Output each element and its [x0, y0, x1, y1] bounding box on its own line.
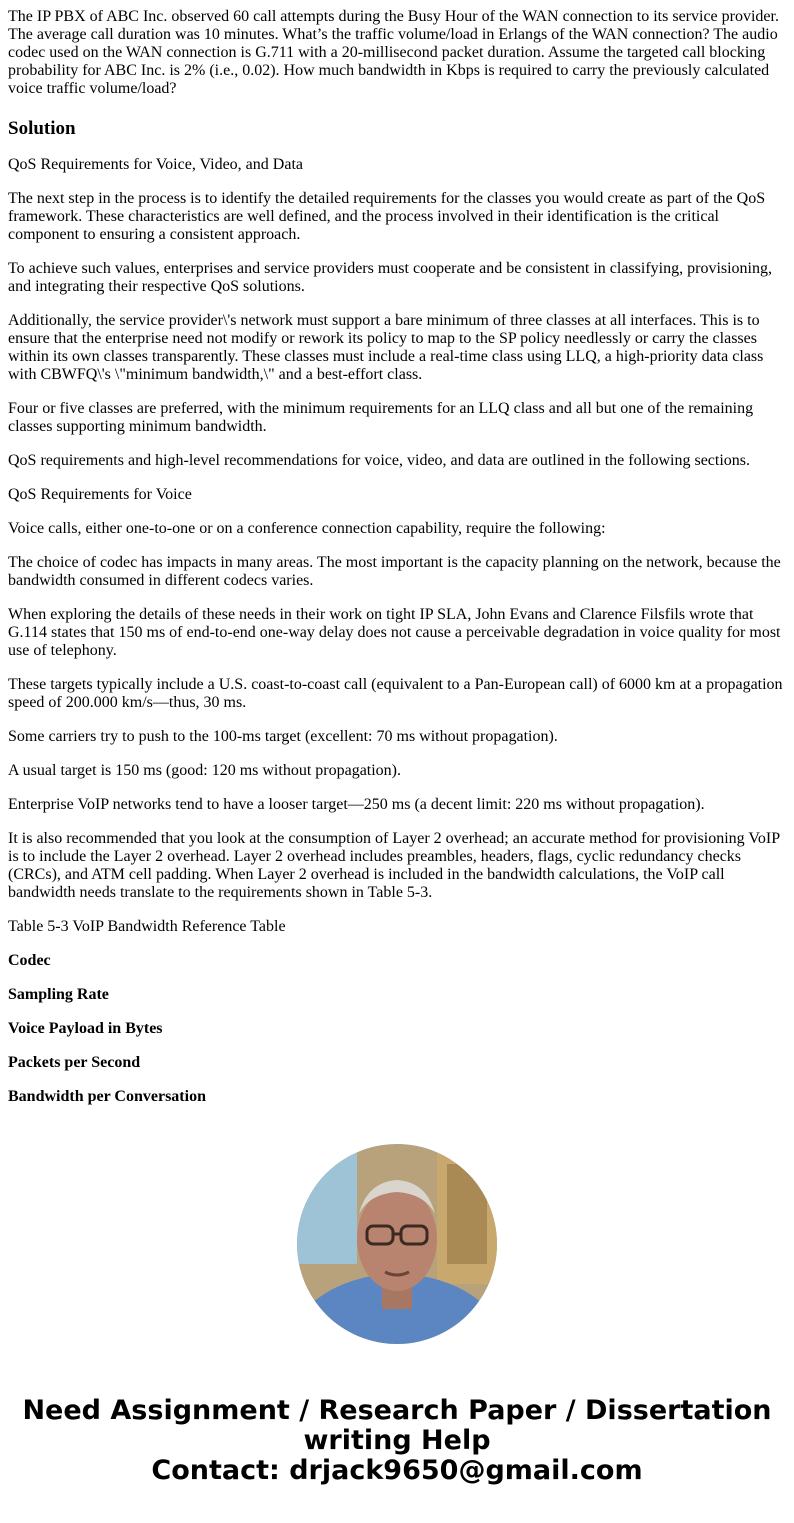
paragraph: It is also recommended that you look at the consumption of Layer 2 overhead; an accurate method for provisioning VoIP is to include the Layer 2 overhead. Layer 2 overhead includes preambles, headers, flags, cyclic redundancy checks (CRCs), and ATM cell padding. When Layer 2 overhead is included in the bandwidth calculations, the VoIP call bandwidth needs translate to the requirements shown in Table 5-3.	[8, 830, 780, 901]
avatar-portrait-image	[297, 1144, 497, 1344]
table-header-bandwidth: Bandwidth per Conversation	[8, 1088, 206, 1105]
paragraph: QoS requirements and high-level recommendations for voice, video, and data are outlined in the following sections.	[8, 452, 751, 469]
paragraph: A usual target is 150 ms (good: 120 ms without propagation).	[8, 762, 402, 779]
paragraph: The next step in the process is to identify the detailed requirements for the classes you would create as part of the QoS framework. These characteristics are well defined, and the process involved in their identification is the critical component to ensuring a consistent approach.	[8, 190, 766, 243]
paragraph: Voice calls, either one-to-one or on a conference connection capability, require the following:	[8, 520, 606, 537]
paragraph: Some carriers try to push to the 100-ms target (excellent: 70 ms without propagation).	[8, 728, 558, 745]
table-header-voice-payload: Voice Payload in Bytes	[8, 1020, 163, 1037]
table-header-codec: Codec	[8, 952, 51, 969]
cta-headline: Need Assignment / Research Paper / Dissertation writing Help	[22, 1395, 772, 1456]
avatar-container	[8, 1144, 786, 1344]
question-text: The IP PBX of ABC Inc. observed 60 call attempts during the Busy Hour of the WAN connection to its service provider. The average call duration was 10 minutes. What’s the traffic volume/load in Erlangs of the WAN connection? The audio codec used on the WAN connection is G.711 with a 20-millisecond packet duration. Assume the targeted call blocking probability for ABC Inc. is 2% (i.e., 0.02). How much bandwidth in Kbps is required to carry the previously calculated voice traffic volume/load?	[8, 8, 779, 97]
paragraph: To achieve such values, enterprises and service providers must cooperate and be consistent in classifying, provisioning, and integrating their respective QoS solutions.	[8, 260, 772, 295]
table-caption: Table 5-3 VoIP Bandwidth Reference Table	[8, 918, 286, 935]
table-header-packets-per-second: Packets per Second	[8, 1054, 141, 1071]
paragraph: QoS Requirements for Voice	[8, 486, 192, 503]
paragraph: Enterprise VoIP networks tend to have a looser target—250 ms (a decent limit: 220 ms without propagation).	[8, 796, 705, 813]
table-header-sampling-rate: Sampling Rate	[8, 986, 109, 1003]
paragraph: The choice of codec has impacts in many areas. The most important is the capacity planning on the network, because the bandwidth consumed in different codecs varies.	[8, 554, 781, 589]
paragraph: Four or five classes are preferred, with the minimum requirements for an LLQ class and all but one of the remaining classes supporting minimum bandwidth.	[8, 400, 754, 435]
paragraph: These targets typically include a U.S. coast-to-coast call (equivalent to a Pan-European call) of 6000 km at a propagation speed of 200.000 km/s—thus, 30 ms.	[8, 676, 783, 711]
cta-contact: Contact: drjack9650@gmail.com	[151, 1455, 643, 1486]
paragraph: Additionally, the service provider\'s network must support a bare minimum of three classes at all interfaces. This is to ensure that the enterprise need not modify or rework its policy to map to the SP policy needlessly or carry the classes within its own classes transparently. These classes must include a real-time class using LLQ, a high-priority data class with CBWFQ\'s \"minimum bandwidth,\" and a best-effort class.	[8, 312, 764, 383]
paragraph: QoS Requirements for Voice, Video, and Data	[8, 156, 303, 173]
solution-heading: Solution	[8, 118, 76, 139]
avatar	[297, 1144, 497, 1344]
paragraph: When exploring the details of these needs in their work on tight IP SLA, John Evans and Clarence Filsfils wrote that G.114 states that 150 ms of end-to-end one-way delay does not cause a perceivable degradation in voice quality for most use of telephony.	[8, 606, 781, 659]
contact-banner	[8, 1396, 786, 1486]
